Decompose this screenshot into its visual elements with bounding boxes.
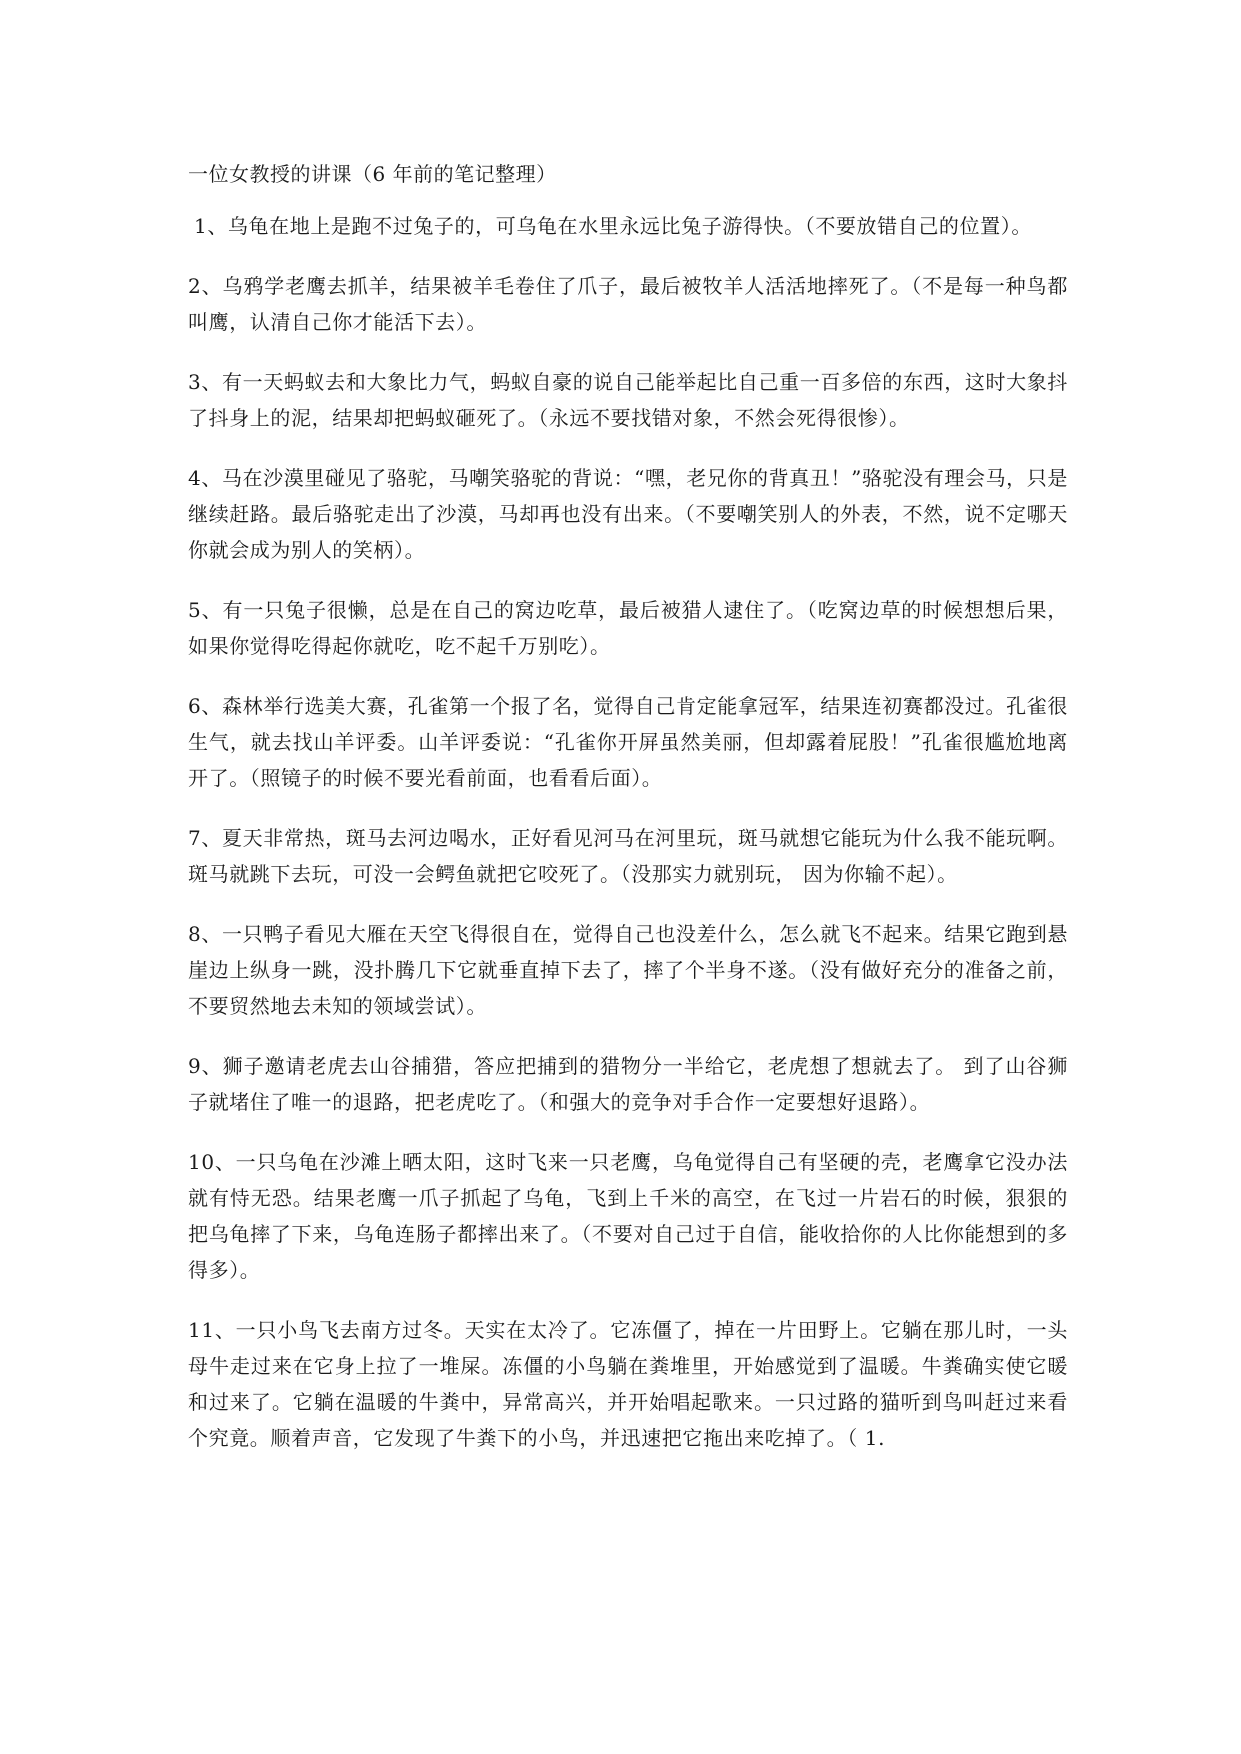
paragraph-2: 2、乌鸦学老鹰去抓羊，结果被羊毛卷住了爪子，最后被牧羊人活活地摔死了。（不是每一种鸟都叫鹰，认清自己你才能活下去）。: [188, 274, 1068, 334]
paragraph-4: 4、马在沙漠里碰见了骆驼，马嘲笑骆驼的背说：“嘿，老兄你的背真丑！”骆驼没有理会马，只是继续赶路。最后骆驼走出了沙漠，马却再也没有出来。（不要嘲笑别人的外表，不然，说不定哪天你就会成为别人的笑柄）。: [188, 466, 1068, 562]
paragraph-7: 7、夏天非常热，斑马去河边喝水，正好看见河马在河里玩，斑马就想它能玩为什么我不能玩啊。斑马就跳下去玩，可没一会鳄鱼就把它咬死了。（没那实力就别玩， 因为你输不起）。: [188, 826, 1068, 886]
paragraph-10: 10、一只乌龟在沙滩上晒太阳，这时飞来一只老鹰，乌龟觉得自己有坚硬的壳，老鹰拿它没办法就有恃无恐。结果老鹰一爪子抓起了乌龟，飞到上千米的高空，在飞过一片岩石的时候，狠狠的把乌龟摔了下来，乌龟连肠子都摔出来了。（不要对自己过于自信，能收拾你的人比你能想到的多得多）。: [188, 1150, 1068, 1282]
paragraph-9: 9、狮子邀请老虎去山谷捕猎，答应把捕到的猎物分一半给它，老虎想了想就去了。 到了山谷狮子就堵住了唯一的退路，把老虎吃了。（和强大的竞争对手合作一定要想好退路）。: [188, 1054, 1068, 1114]
paragraph-5: 5、有一只兔子很懒，总是在自己的窝边吃草，最后被猎人逮住了。（吃窝边草的时候想想后果，如果你觉得吃得起你就吃，吃不起千万别吃）。: [188, 598, 1068, 658]
paragraph-1: 1、乌龟在地上是跑不过兔子的，可乌龟在水里永远比兔子游得快。（不要放错自己的位置）。: [194, 214, 1032, 238]
paragraph-6: 6、森林举行选美大赛，孔雀第一个报了名，觉得自己肯定能拿冠军，结果连初赛都没过。孔雀很生气，就去找山羊评委。山羊评委说：“孔雀你开屏虽然美丽，但却露着屁股！”孔雀很尴尬地离开了。（照镜子的时候不要光看前面，也看看后面）。: [188, 694, 1068, 790]
paragraph-11: 11、一只小鸟飞去南方过冬。天实在太冷了。它冻僵了，掉在一片田野上。它躺在那儿时，一头母牛走过来在它身上拉了一堆屎。冻僵的小鸟躺在粪堆里，开始感觉到了温暖。牛粪确实使它暖和过来了。它躺在温暖的牛粪中，异常高兴，并开始唱起歌来。一只过路的猫听到鸟叫赶过来看个究竟。顺着声音，它发现了牛粪下的小鸟，并迅速把它拖出来吃掉了。（ 1.: [188, 1318, 1068, 1450]
paragraph-3: 3、有一天蚂蚁去和大象比力气，蚂蚁自豪的说自己能举起比自己重一百多倍的东西，这时大象抖了抖身上的泥，结果却把蚂蚁砸死了。（永远不要找错对象，不然会死得很惨）。: [188, 370, 1068, 430]
document-page: [188, 160, 1068, 1480]
paragraph-8: 8、一只鸭子看见大雁在天空飞得很自在，觉得自己也没差什么，怎么就飞不起来。结果它跑到悬崖边上纵身一跳，没扑腾几下它就垂直掉下去了，摔了个半身不遂。（没有做好充分的准备之前，不要贸然地去未知的领域尝试）。: [188, 922, 1068, 1018]
document-title: 一位女教授的讲课（6 年前的笔记整理）: [188, 162, 557, 186]
